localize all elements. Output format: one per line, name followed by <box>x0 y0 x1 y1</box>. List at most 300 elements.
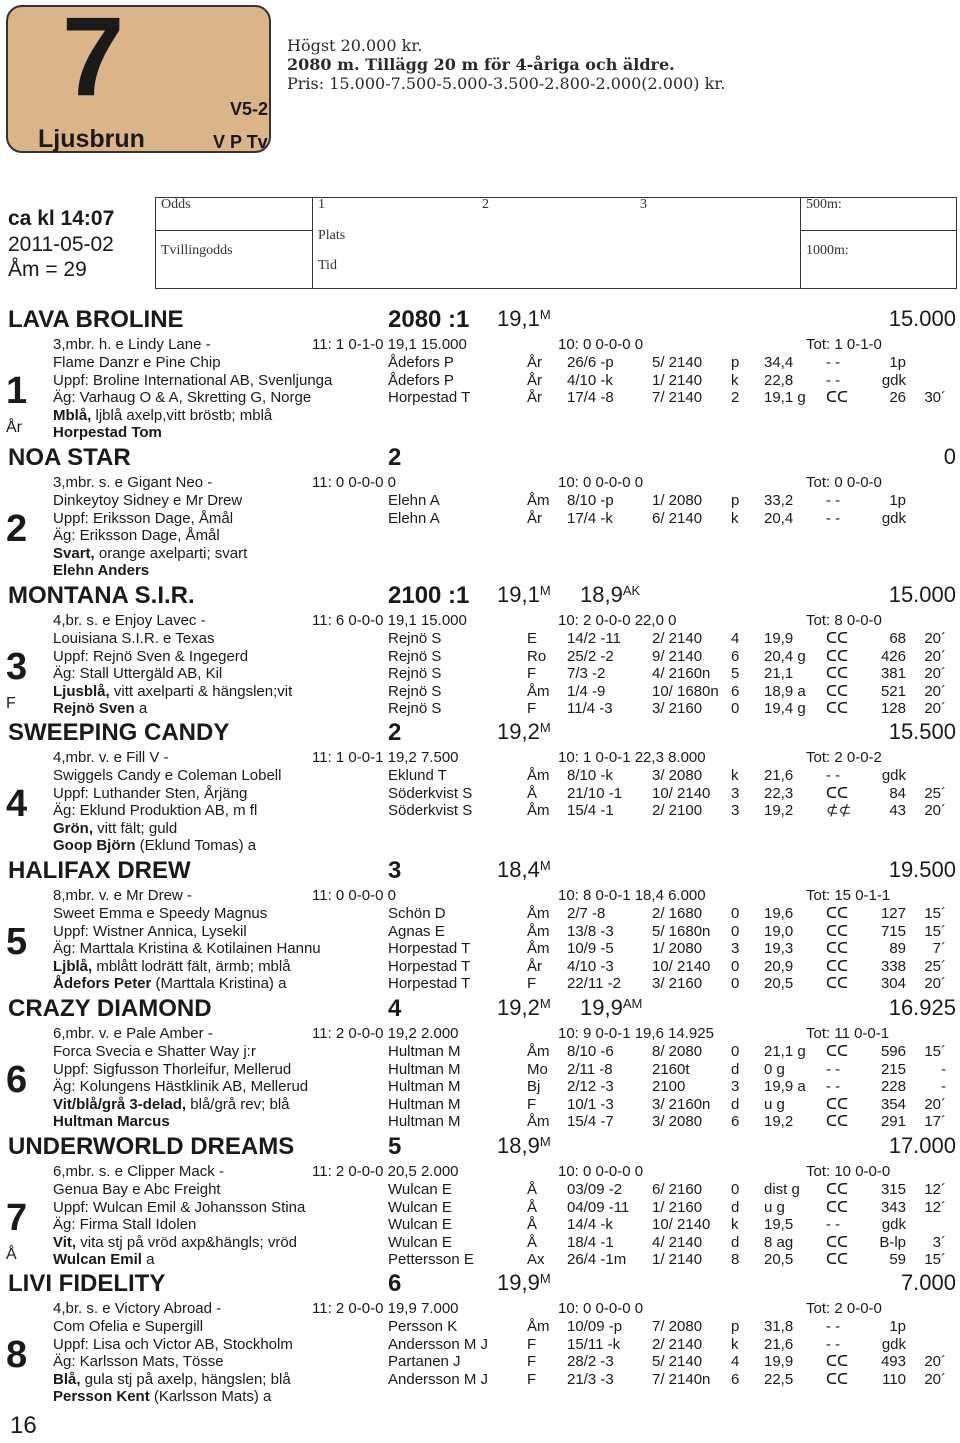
horse-info-line: Flame Danzr e Pine Chip <box>53 354 221 371</box>
start-cell: 14/4 -k <box>567 1216 613 1234</box>
start-cell: 19,4 g <box>764 700 806 718</box>
horse-pedigree: 4,br. s. e Victory Abroad - <box>53 1300 222 1317</box>
start-cell: 21,6 <box>764 1335 794 1353</box>
race-number: 7 <box>62 0 125 119</box>
horse-info-line: Äg: Stall Uttergäld AB, Kil <box>53 665 223 683</box>
start-cell: 8/10 -p <box>567 492 614 509</box>
start-cell: 343 <box>880 1198 906 1216</box>
start-cell: Å <box>527 1233 538 1251</box>
start-cell: 6/ 2160 <box>652 1181 703 1198</box>
start-cell: 43 <box>889 802 906 820</box>
start-cell: F <box>527 700 537 718</box>
horse-shoe-code: Å <box>6 1246 17 1263</box>
start-cell: F <box>527 1370 537 1388</box>
start-cell: Ådefors P <box>388 354 454 371</box>
horse-name: LIVI FIDELITY <box>8 1270 166 1297</box>
start-cell: 15/4 -7 <box>567 1113 614 1131</box>
start-cell: 25´ <box>924 784 946 802</box>
stats-2011: 11: 2 0-0-0 19,2 2.000 <box>312 1025 459 1042</box>
start-cell: 1/ 2080 <box>652 492 703 509</box>
start-cell: Å <box>527 784 538 802</box>
race-bets: V P Tv <box>213 132 268 152</box>
start-cell: ᑕᑕ <box>826 940 848 958</box>
start-cell: 20,9 <box>764 957 794 975</box>
start-cell: - - <box>826 354 841 371</box>
horse-prize: 15.000 <box>888 582 956 607</box>
record-time: 19,2 <box>497 719 540 744</box>
start-cell: 0 <box>731 905 740 922</box>
start-cell: 19,9 <box>764 1353 794 1371</box>
start-cell: ᑕᑕ <box>826 1095 848 1113</box>
record-time: 18,4 <box>497 857 540 882</box>
start-cell: Elehn A <box>388 509 440 527</box>
start-cell: 3/ 2160 <box>652 975 703 993</box>
start-cell: 3 <box>731 802 740 820</box>
horse-number: 1 <box>6 370 28 412</box>
start-cell: 25´ <box>924 957 946 975</box>
start-cell: - - <box>826 1335 841 1353</box>
horse-prize: 15.000 <box>888 306 956 331</box>
start-cell: Rejnö S <box>388 647 442 665</box>
start-cell: 21/3 -3 <box>567 1370 614 1388</box>
start-cell: 1p <box>889 1318 906 1335</box>
start-cell: 304 <box>880 975 906 993</box>
start-cell: Andersson M J <box>388 1335 489 1353</box>
start-cell: 8 <box>731 1251 740 1269</box>
start-cell: 10/ 2140 <box>652 1216 711 1234</box>
start-cell: 20´ <box>924 630 946 647</box>
start-cell: ⊄⊄ <box>826 802 852 820</box>
race-info-line3: Pris: 15.000-7.500-5.000-3.500-2.800-2.000(2.000) kr. <box>287 74 726 93</box>
start-cell: 34,4 <box>764 354 794 371</box>
stats-total: Tot: 10 0-0-0 <box>806 1163 891 1180</box>
start-age: Åm = 29 <box>8 258 87 281</box>
start-cell: 2/12 -3 <box>567 1078 614 1096</box>
horse-number: 6 <box>6 1059 28 1101</box>
start-cell: 2/ 2140 <box>652 630 703 647</box>
start-cell: Persson K <box>388 1318 458 1335</box>
horse-record <box>497 719 551 745</box>
start-cell: 20´ <box>924 1095 946 1113</box>
start-cell: Wulcan E <box>388 1181 452 1198</box>
start-cell: 20´ <box>924 1370 946 1388</box>
start-cell: gdk <box>881 1216 906 1234</box>
horse-info-line: Sweet Emma e Speedy Magnus <box>53 905 268 922</box>
start-cell: 12´ <box>924 1198 946 1216</box>
start-cell: 59 <box>889 1251 906 1269</box>
start-cell: 20,4 <box>764 509 794 527</box>
start-cell: 10/ 2140 <box>652 957 711 975</box>
stats-2010: 10: 1 0-0-1 22,3 8.000 <box>558 749 706 766</box>
start-cell: 110 <box>882 1370 906 1388</box>
stats-2010: 10: 0 0-0-0 0 <box>558 1300 644 1317</box>
start-cell: Hultman M <box>388 1078 461 1096</box>
start-cell: - <box>941 1060 946 1078</box>
horse-pedigree: 6,mbr. v. e Pale Amber - <box>53 1025 213 1042</box>
horse-record <box>497 1270 551 1296</box>
start-cell: 7/3 -2 <box>567 665 606 683</box>
start-cell: - <box>941 1078 946 1096</box>
odds-header: Odds <box>161 197 191 212</box>
start-cell: 19,0 <box>764 922 794 940</box>
horse-pedigree: 6,mbr. s. e Clipper Mack - <box>53 1163 224 1180</box>
start-cell: Söderkvist S <box>388 784 473 802</box>
stats-2011: 11: 0 0-0-0 0 <box>312 887 396 904</box>
horse-info-line: Persson Kent (Karlsson Mats) a <box>53 1388 272 1406</box>
start-cell: Åm <box>527 940 550 958</box>
horse-info-line: Mblå, ljblå axelp,vitt bröstb; mblå <box>53 406 273 424</box>
start-cell: 128 <box>880 700 906 718</box>
start-cell: 11/4 -3 <box>567 700 613 718</box>
start-cell: 15/11 -k <box>567 1335 621 1353</box>
start-cell: 2160t <box>652 1060 690 1078</box>
record-type: M <box>539 1134 551 1149</box>
start-cell: 13/8 -3 <box>567 922 614 940</box>
start-cell: Wulcan E <box>388 1233 452 1251</box>
start-cell: F <box>527 1095 537 1113</box>
start-cell: 7/ 2140n <box>652 1370 711 1388</box>
horse-info-line: Ljusblå, vitt axelparti & hängslen;vit <box>53 682 293 700</box>
horse-info-line: Uppf: Broline International AB, Svenljunga <box>53 371 333 389</box>
horse-info-line: Uppf: Wistner Annica, Lysekil <box>53 922 247 940</box>
stats-total: Tot: 1 0-1-0 <box>806 336 882 353</box>
start-cell: Hultman M <box>388 1095 461 1113</box>
start-cell: 15/4 -1 <box>567 802 614 820</box>
tvillingodds-header: Tvillingodds <box>161 243 233 258</box>
start-cell: Söderkvist S <box>388 802 473 820</box>
horse-pedigree: 3,mbr. h. e Lindy Lane - <box>53 336 211 353</box>
start-cell: k <box>731 1216 739 1234</box>
start-cell: 84 <box>889 784 906 802</box>
start-cell: 19,2 <box>764 802 794 820</box>
start-cell: Wulcan E <box>388 1198 452 1216</box>
start-cell: 21/10 -1 <box>567 784 623 802</box>
stats-2011: 11: 1 0-0-1 19,2 7.500 <box>312 749 459 766</box>
start-cell: Schön D <box>388 905 446 922</box>
start-cell: E <box>527 630 538 647</box>
start-cell: ᑕᑕ <box>826 1043 848 1060</box>
start-cell: - - <box>826 371 841 389</box>
horse-name: MONTANA S.I.R. <box>8 582 195 609</box>
start-cell: ᑕᑕ <box>826 1113 848 1131</box>
start-cell: 1/ 2140 <box>652 371 703 389</box>
col2-header: 2 <box>482 197 489 212</box>
start-cell: 228 <box>880 1078 906 1096</box>
start-cell: 22,5 <box>764 1370 794 1388</box>
tid-header: Tid <box>318 258 337 273</box>
start-cell: 25/2 -2 <box>567 647 614 665</box>
start-cell: 18/4 -1 <box>567 1233 614 1251</box>
start-cell: gdk <box>881 1335 906 1353</box>
start-cell: 4/ 2160n <box>652 665 711 683</box>
start-cell: ᑕᑕ <box>826 1251 848 1269</box>
start-cell: 2/ 2140 <box>652 1335 703 1353</box>
start-cell: 1p <box>889 354 906 371</box>
stats-2011: 11: 6 0-0-0 19,1 15.000 <box>312 612 467 629</box>
start-cell: 68 <box>889 630 906 647</box>
start-cell: 19,6 <box>764 905 794 922</box>
start-cell: ᑕᑕ <box>826 630 848 647</box>
start-cell: 14/2 -11 <box>567 630 621 647</box>
start-cell: ᑕᑕ <box>826 957 848 975</box>
start-cell: - - <box>826 1060 841 1078</box>
start-cell: 1/4 -9 <box>567 682 606 700</box>
start-cell: 7/ 2140 <box>652 389 703 407</box>
start-cell: 19,5 <box>764 1216 794 1234</box>
horse-distance: 6 <box>388 1270 402 1297</box>
start-cell: B-lp <box>879 1233 906 1251</box>
start-cell: Rejnö S <box>388 630 442 647</box>
horse-number: 2 <box>6 508 28 550</box>
start-cell: 10/ 2140 <box>652 784 711 802</box>
start-cell: 2/ 1680 <box>652 905 703 922</box>
stats-total: Tot: 8 0-0-0 <box>806 612 882 629</box>
start-cell: Agnas E <box>388 922 445 940</box>
start-cell: 0 <box>731 975 740 993</box>
horse-info-line: Uppf: Sigfusson Thorleifur, Mellerud <box>53 1060 292 1078</box>
horse-info-line: Elehn Anders <box>53 562 150 580</box>
start-cell: - - <box>826 767 841 784</box>
start-cell: År <box>527 354 542 371</box>
m500-header: 500m: <box>806 197 842 212</box>
horse-info-line: Äg: Marttala Kristina & Kotilainen Hannu <box>53 940 321 958</box>
record-time: 19,1 <box>497 582 540 607</box>
horse-name: CRAZY DIAMOND <box>8 995 212 1022</box>
start-cell: 19,3 <box>764 940 794 958</box>
start-cell: ᑕᑕ <box>826 665 848 683</box>
start-cell: 493 <box>880 1353 906 1371</box>
start-cell: ᑕᑕ <box>826 922 848 940</box>
start-cell: 0 <box>731 700 740 718</box>
start-cell: 17/4 -k <box>567 509 613 527</box>
record-type: M <box>539 996 551 1011</box>
stats-2010: 10: 9 0-0-1 19,6 14.925 <box>558 1025 714 1042</box>
record-type: AM <box>622 996 643 1011</box>
horse-info-line: Uppf: Eriksson Dage, Åmål <box>53 509 234 527</box>
start-cell: Wulcan E <box>388 1216 452 1234</box>
start-cell: 215 <box>880 1060 906 1078</box>
start-cell: 127 <box>880 905 906 922</box>
horse-pedigree: 4,mbr. v. e Fill V - <box>53 749 169 766</box>
start-cell: gdk <box>881 767 906 784</box>
race-v5: V5-2 <box>230 99 269 119</box>
horse-info-line: Uppf: Lisa och Victor AB, Stockholm <box>53 1335 293 1353</box>
record-time: 18,9 <box>497 1133 540 1158</box>
start-cell: 4/10 -k <box>567 371 613 389</box>
start-cell: År <box>527 509 542 527</box>
start-cell: p <box>731 354 740 371</box>
start-cell: Ax <box>527 1251 545 1269</box>
start-cell: 26/6 -p <box>567 354 614 371</box>
start-cell: d <box>731 1233 740 1251</box>
start-cell: 7´ <box>932 940 946 958</box>
start-cell: F <box>527 665 537 683</box>
stats-total: Tot: 11 0-0-1 <box>806 1025 890 1042</box>
start-cell: Åm <box>527 682 550 700</box>
start-cell: 15´ <box>924 1251 946 1269</box>
start-cell: ᑕᑕ <box>826 1353 848 1371</box>
start-cell: 3´ <box>932 1233 946 1251</box>
start-cell: - - <box>826 509 841 527</box>
start-cell: Åm <box>527 492 550 509</box>
stats-2011: 11: 0 0-0-0 0 <box>312 474 396 491</box>
stats-total: Tot: 2 0-0-2 <box>806 749 882 766</box>
start-cell: Pettersson E <box>388 1251 474 1269</box>
start-cell: 19,1 g <box>764 389 806 407</box>
start-cell: 21,1 g <box>764 1043 806 1060</box>
horse-info-line: Swiggels Candy e Coleman Lobell <box>53 767 282 784</box>
record-time: 19,9 <box>580 995 623 1020</box>
start-cell: 4/10 -3 <box>567 957 614 975</box>
horse-info-line: Genua Bay e Abc Freight <box>53 1181 221 1198</box>
start-cell: Åm <box>527 1318 550 1335</box>
start-cell: Hultman M <box>388 1060 461 1078</box>
page-number: 16 <box>10 1412 37 1439</box>
start-cell: 291 <box>880 1113 906 1131</box>
horse-info-line: Uppf: Luthander Sten, Årjäng <box>53 784 248 802</box>
start-cell: Åm <box>527 905 550 922</box>
race-info-line2: 2080 m. Tillägg 20 m för 4-åriga och äldre. <box>287 55 675 74</box>
horse-info-line: Äg: Kolungens Hästklinik AB, Mellerud <box>53 1078 309 1096</box>
horse-info-line: Svart, orange axelparti; svart <box>53 544 248 562</box>
start-cell: Eklund T <box>388 767 447 784</box>
record-type: M <box>539 583 551 598</box>
start-cell: ᑕᑕ <box>826 905 848 922</box>
start-cell: 338 <box>880 957 906 975</box>
start-cell: 8/10 -k <box>567 767 613 784</box>
horse-name: SWEEPING CANDY <box>8 719 230 746</box>
start-cell: 3/ 2080 <box>652 767 703 784</box>
start-cell: 19,9 <box>764 630 794 647</box>
m1000-header: 1000m: <box>806 243 849 258</box>
start-cell: 1/ 2160 <box>652 1198 703 1216</box>
start-cell: 04/09 -11 <box>567 1198 630 1216</box>
start-cell: 7/ 2080 <box>652 1318 703 1335</box>
start-cell: 2/11 -8 <box>567 1060 613 1078</box>
horse-name: LAVA BROLINE <box>8 306 184 333</box>
start-cell: 4 <box>731 630 740 647</box>
start-cell: 12´ <box>924 1181 946 1198</box>
start-cell: 1/ 2080 <box>652 940 703 958</box>
horse-info-line: Uppf: Rejnö Sven & Ingegerd <box>53 647 249 665</box>
col3-header: 3 <box>640 197 647 212</box>
horse-info-line: Grön, vitt fält; guld <box>53 819 178 837</box>
start-cell: 19,9 a <box>764 1078 806 1096</box>
horse-prize: 16.925 <box>888 995 956 1020</box>
horse-distance: 5 <box>388 1133 402 1160</box>
horse-info-line: Wulcan Emil a <box>53 1251 155 1269</box>
stats-2011: 11: 2 0-0-0 19,9 7.000 <box>312 1300 459 1317</box>
horse-pedigree: 4,br. s. e Enjoy Lavec - <box>53 612 206 629</box>
horse-info-line: Rejnö Sven a <box>53 700 148 718</box>
start-cell: 15´ <box>924 1043 946 1060</box>
start-cell: 89 <box>889 940 906 958</box>
start-cell: dist g <box>764 1181 800 1198</box>
start-cell: 0 g <box>764 1060 785 1078</box>
horse-number: 7 <box>6 1197 28 1239</box>
start-cell: 381 <box>880 665 906 683</box>
start-cell: 521 <box>880 682 906 700</box>
start-cell: 26 <box>889 389 906 407</box>
race-info <box>287 36 725 93</box>
start-cell: Hultman M <box>388 1043 461 1060</box>
plats-header: Plats <box>318 228 346 243</box>
start-cell: 30´ <box>924 389 946 407</box>
horse-info-line: Hultman Marcus <box>53 1113 170 1131</box>
start-cell: Å <box>527 1181 538 1198</box>
start-cell: 15´ <box>924 905 946 922</box>
stats-2010: 10: 8 0-0-1 18,4 6.000 <box>558 887 706 904</box>
start-cell: Åm <box>527 1113 550 1131</box>
start-cell: Rejnö S <box>388 700 442 718</box>
start-cell: 0 <box>731 1181 740 1198</box>
record-type: M <box>539 307 551 322</box>
start-cell: F <box>527 1353 537 1371</box>
start-cell: ᑕᑕ <box>826 647 848 665</box>
start-cell: 3/ 2080 <box>652 1113 703 1131</box>
start-cell: - - <box>826 1318 841 1335</box>
race-color: Ljusbrun <box>38 125 145 153</box>
horse-info-line: Vit, vita stj på vröd axp&hängls; vröd <box>53 1233 298 1251</box>
start-cell: 3 <box>731 784 740 802</box>
horse-info-line: Forca Svecia e Shatter Way j:r <box>53 1043 256 1060</box>
start-cell: u g <box>764 1095 785 1113</box>
start-cell: Åm <box>527 1043 550 1060</box>
horse-info-line: Äg: Eklund Produktion AB, m fl <box>53 802 258 820</box>
start-cell: k <box>731 1335 739 1353</box>
horse-record <box>497 857 551 883</box>
start-cell: gdk <box>881 371 906 389</box>
start-cell: gdk <box>881 509 906 527</box>
start-cell: Horpestad T <box>388 940 471 958</box>
start-cell: 20´ <box>924 665 946 683</box>
start-cell: ᑕᑕ <box>826 682 848 700</box>
stats-2010: 10: 0 0-0-0 0 <box>558 336 644 353</box>
start-cell: 2100 <box>652 1078 686 1096</box>
horse-record-2 <box>580 582 640 608</box>
record-time: 18,9 <box>580 582 623 607</box>
start-cell: 5 <box>731 665 740 683</box>
start-cell: 5/ 2140 <box>652 1353 703 1371</box>
start-cell: 3 <box>731 940 740 958</box>
stats-2010: 10: 2 0-0-0 22,0 0 <box>558 612 677 629</box>
horse-record <box>497 582 551 608</box>
horse-info-line: Uppf: Wulcan Emil & Johansson Stina <box>53 1198 306 1216</box>
start-cell: 22,3 <box>764 784 794 802</box>
horse-distance: 3 <box>388 857 402 884</box>
start-cell: 28/2 -3 <box>567 1353 614 1371</box>
horse-info-line: Goop Björn (Eklund Tomas) a <box>53 837 257 855</box>
start-cell: 9/ 2140 <box>652 647 703 665</box>
start-cell: k <box>731 371 739 389</box>
horse-info-line: Com Ofelia e Supergill <box>53 1318 204 1335</box>
start-cell: Horpestad T <box>388 957 471 975</box>
horse-info-line: Äg: Varhaug O & A, Skretting G, Norge <box>53 389 312 407</box>
horse-record <box>497 306 551 332</box>
horse-name: HALIFAX DREW <box>8 857 191 884</box>
start-cell: 18,9 a <box>764 682 806 700</box>
stats-total: Tot: 15 0-1-1 <box>806 887 891 904</box>
start-cell: 21,1 <box>764 665 794 683</box>
start-cell: 4 <box>731 1353 740 1371</box>
record-time: 19,1 <box>497 306 540 331</box>
start-cell: Ro <box>527 647 547 665</box>
stats-2010: 10: 0 0-0-0 0 <box>558 474 644 491</box>
horse-number: 5 <box>6 921 28 963</box>
start-cell: 715 <box>880 922 906 940</box>
start-cell: Partanen J <box>388 1353 461 1371</box>
start-cell: 26/4 -1m <box>567 1251 627 1269</box>
